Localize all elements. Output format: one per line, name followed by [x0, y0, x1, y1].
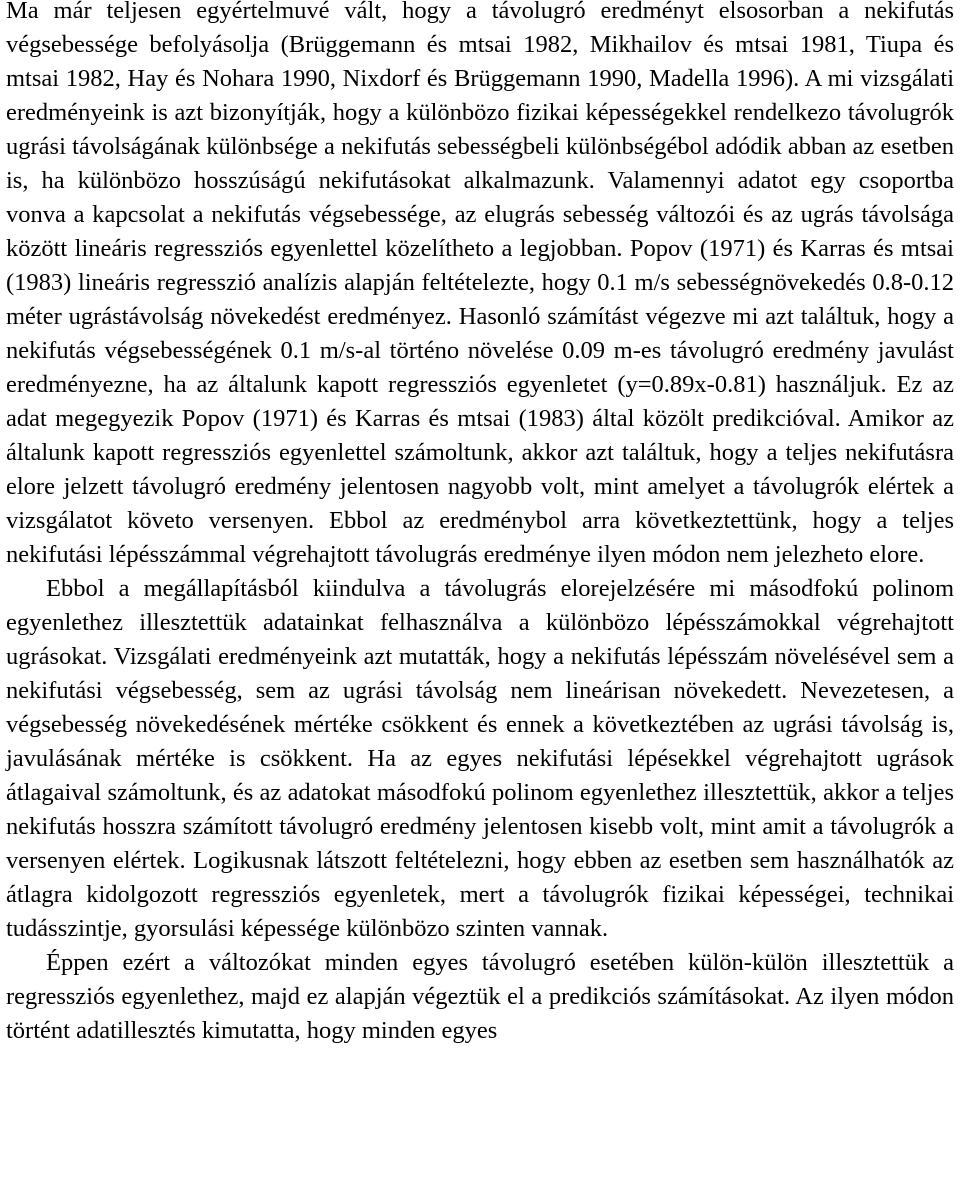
document-page	[6, 0, 954, 1048]
paragraph-2: Ebbol a megállapításból kiindulva a távolugrás elorejelzésére mi másodfokú polinom egyenlethez illesztettük adatainkat felhasználva a különbözo lépésszámokkal végrehajtott ugrásokat. Vizsgálati eredményeink azt mutatták, hogy a nekifutás lépésszám növelésével sem a nekifutási végsebesség, sem az ugrási távolság nem lineárisan növekedett. Nevezetesen, a végsebesség növekedésének mértéke csökkent és ennek a következtében az ugrási távolság is, javulásának mértéke is csökkent. Ha az egyes nekifutási lépésekkel végrehajtott ugrások átlagaival számoltunk, és az adatokat másodfokú polinom egyenlethez illesztettük, akkor a teljes nekifutás hosszra számított távolugró eredmény jelentosen kisebb volt, mint amit a távolugrók a versenyen elértek. Logikusnak látszott feltételezni, hogy ebben az esetben sem használhatók az átlagra kidolgozott regressziós egyenletek, mert a távolugrók fizikai képességei, technikai tudásszintje, gyorsulási képessége különbözo szinten vannak.	[6, 575, 954, 942]
paragraph-1: Ma már teljesen egyértelmuvé vált, hogy a távolugró eredményt elsosorban a nekifutás végsebessége befolyásolja (Brüggemann és mtsai 1982, Mikhailov és mtsai 1981, Tiupa és mtsai 1982, Hay és Nohara 1990, Nixdorf és Brüggemann 1990, Madella 1996). A mi vizsgálati eredményeink is azt bizonyítják, hogy a különbözo fizikai képességekkel rendelkezo távolugrók ugrási távolságának különbsége a nekifutás sebességbeli különbségébol adódik abban az esetben is, ha különbözo hosszúságú nekifutásokat alkalmazunk. Valamennyi adatot egy csoportba vonva a kapcsolat a nekifutás végsebessége, az elugrás sebesség változói és az ugrás távolsága között lineáris regressziós egyenlettel közelítheto a legjobban. Popov (1971) és Karras és mtsai (1983) lineáris regresszió analízis alapján feltételezte, hogy 0.1 m/s sebességnövekedés 0.8-0.12 méter ugrástávolság növekedést eredményez. Hasonló számítást végezve mi azt találtuk, hogy a nekifutás végsebességének 0.1 m/s-al történo növelése 0.09 m-es távolugró eredmény javulást eredményezne, ha az általunk kapott regressziós egyenletet (y=0.89x-0.81) használjuk. Ez az adat megegyezik Popov (1971) és Karras és mtsai (1983) által közölt predikcióval. Amikor az általunk kapott regressziós egyenlettel számoltunk, akkor azt találtuk, hogy a teljes nekifutásra elore jelzett távolugró eredmény jelentosen nagyobb volt, mint amelyet a távolugrók elértek a vizsgálatot követo versenyen. Ebbol az eredménybol arra következtettünk, hogy a teljes nekifutási lépésszámmal végrehajtott távolugrás eredménye ilyen módon nem jelezheto elore.	[6, 0, 954, 568]
paragraph-3: Éppen ezért a változókat minden egyes távolugró esetében külön-külön illesztettük a regressziós egyenlethez, majd ez alapján végeztük el a predikciós számításokat. Az ilyen módon történt adatillesztés kimutatta, hogy minden egyes	[6, 949, 954, 1044]
